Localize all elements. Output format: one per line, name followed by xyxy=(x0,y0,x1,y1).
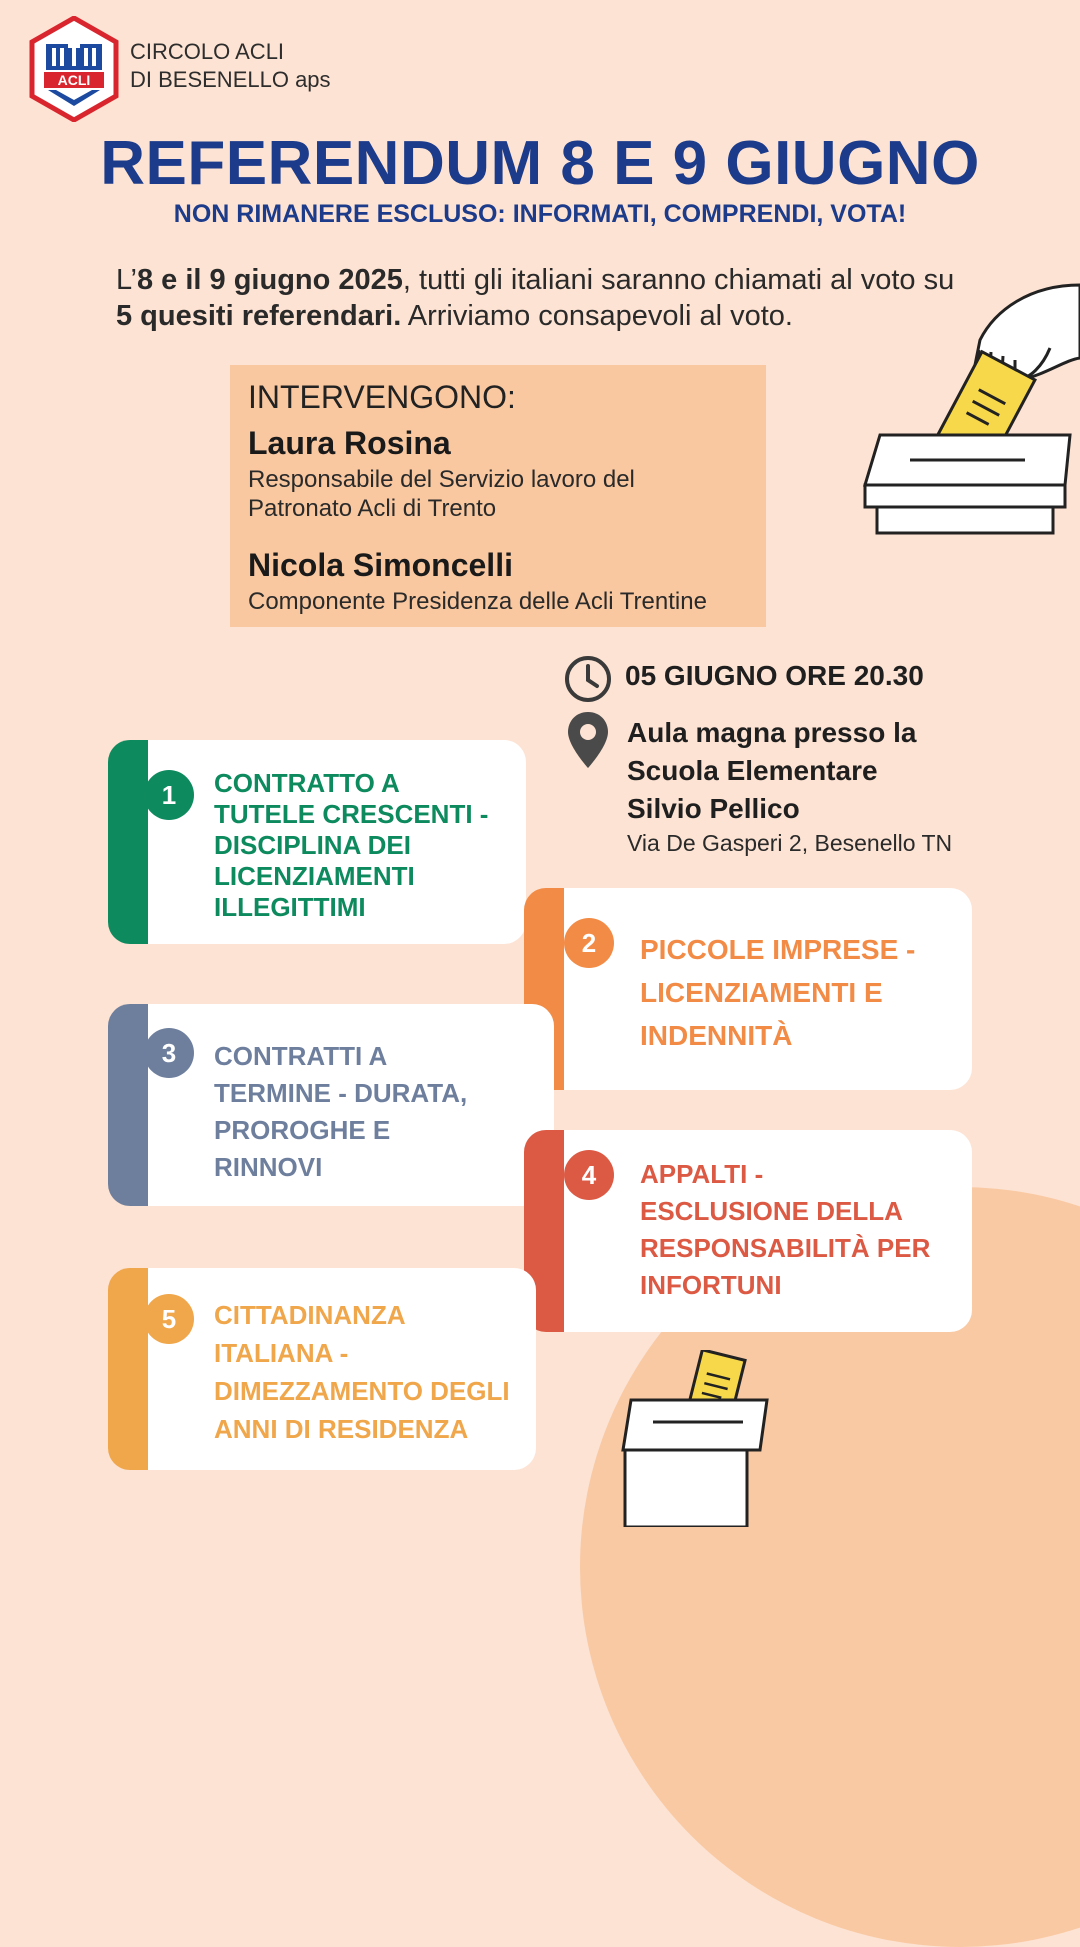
intro-date: 8 e il 9 giugno 2025 xyxy=(136,264,403,296)
question-card-1 xyxy=(126,740,526,944)
question-line: DIMEZZAMENTO DEGLI xyxy=(214,1376,510,1406)
card-accent-bar xyxy=(108,1268,148,1470)
intro-part-1: L’ xyxy=(116,264,137,296)
intro-part-2: , tutti gli italiani saranno chiamati al voto su xyxy=(402,264,955,296)
intro-text xyxy=(116,262,976,334)
organization-name xyxy=(130,38,331,94)
event-location xyxy=(627,714,957,828)
question-line: RINNOVI xyxy=(214,1152,323,1182)
card-accent-bar xyxy=(108,740,148,944)
question-title xyxy=(214,1038,467,1186)
question-line: ITALIANA - xyxy=(214,1338,349,1368)
question-line: ESCLUSIONE DELLA xyxy=(640,1196,903,1226)
ballot-box-illustration xyxy=(615,1350,775,1527)
speaker-name: Laura Rosina xyxy=(248,425,451,461)
location-line: Aula magna presso la xyxy=(627,717,917,748)
question-line: LICENZIAMENTI E xyxy=(640,977,883,1008)
question-number: 1 xyxy=(144,770,194,820)
acli-logo xyxy=(28,16,120,122)
question-line: ILLEGITTIMI xyxy=(214,892,366,922)
question-line: APPALTI - xyxy=(640,1159,764,1189)
location-line: Scuola Elementare xyxy=(627,755,878,786)
question-line: PROROGHE E xyxy=(214,1115,391,1145)
question-line: INDENNITÀ xyxy=(640,1020,793,1051)
question-number: 3 xyxy=(144,1028,194,1078)
speakers-heading: INTERVENGONO: xyxy=(248,379,516,415)
question-number: 4 xyxy=(564,1150,614,1200)
question-card-4 xyxy=(542,1130,972,1332)
question-line: PICCOLE IMPRESE - xyxy=(640,934,916,965)
question-line: DISCIPLINA DEI xyxy=(214,830,411,860)
question-card-3 xyxy=(126,1004,554,1206)
question-line: LICENZIAMENTI xyxy=(214,861,415,891)
page-subtitle: NON RIMANERE ESCLUSO: INFORMATI, COMPRENDI, VOTA! xyxy=(173,200,907,228)
question-card-2 xyxy=(542,888,972,1090)
org-line-1: CIRCOLO ACLI xyxy=(130,39,285,64)
speaker-role-line: Patronato Acli di Trento xyxy=(248,495,497,522)
question-line: CITTADINANZA xyxy=(214,1300,406,1330)
question-line: CONTRATTO A xyxy=(214,768,400,798)
location-line: Silvio Pellico xyxy=(627,793,800,824)
speaker-name: Nicola Simoncelli xyxy=(248,547,513,583)
card-accent-bar xyxy=(108,1004,148,1206)
question-line: RESPONSABILITÀ PER xyxy=(640,1233,931,1263)
logo-text: ACLI xyxy=(57,72,91,88)
speakers-box xyxy=(230,365,766,627)
page-title: REFERENDUM 8 E 9 GIUGNO xyxy=(100,129,980,198)
question-number: 2 xyxy=(564,918,614,968)
speaker-role-line: Responsabile del Servizio lavoro del xyxy=(248,466,635,493)
question-title xyxy=(640,1156,930,1304)
question-line: CONTRATTI A xyxy=(214,1041,388,1071)
question-title xyxy=(640,928,915,1057)
question-line: TERMINE - DURATA, xyxy=(214,1078,468,1108)
question-line: ANNI DI RESIDENZA xyxy=(214,1414,469,1444)
question-title xyxy=(214,768,488,923)
speaker-role xyxy=(248,465,768,523)
question-line: TUTELE CRESCENTI - xyxy=(214,799,489,829)
hand-ballot-box-illustration xyxy=(855,280,1080,540)
speaker-role: Componente Presidenza delle Acli Trentine xyxy=(248,588,707,615)
question-title xyxy=(214,1296,510,1448)
event-address: Via De Gasperi 2, Besenello TN xyxy=(627,830,953,856)
intro-questions-count: 5 quesiti referendari. xyxy=(116,300,402,332)
clock-icon xyxy=(563,654,613,704)
question-line: INFORTUNI xyxy=(640,1270,782,1300)
event-date-time: 05 GIUGNO ORE 20.30 xyxy=(625,660,924,691)
intro-part-3: Arriviamo consapevoli al voto. xyxy=(401,300,793,332)
location-pin-icon xyxy=(566,710,610,770)
org-line-2: DI BESENELLO aps xyxy=(130,67,331,92)
question-number: 5 xyxy=(144,1294,194,1344)
question-card-5 xyxy=(126,1268,536,1470)
